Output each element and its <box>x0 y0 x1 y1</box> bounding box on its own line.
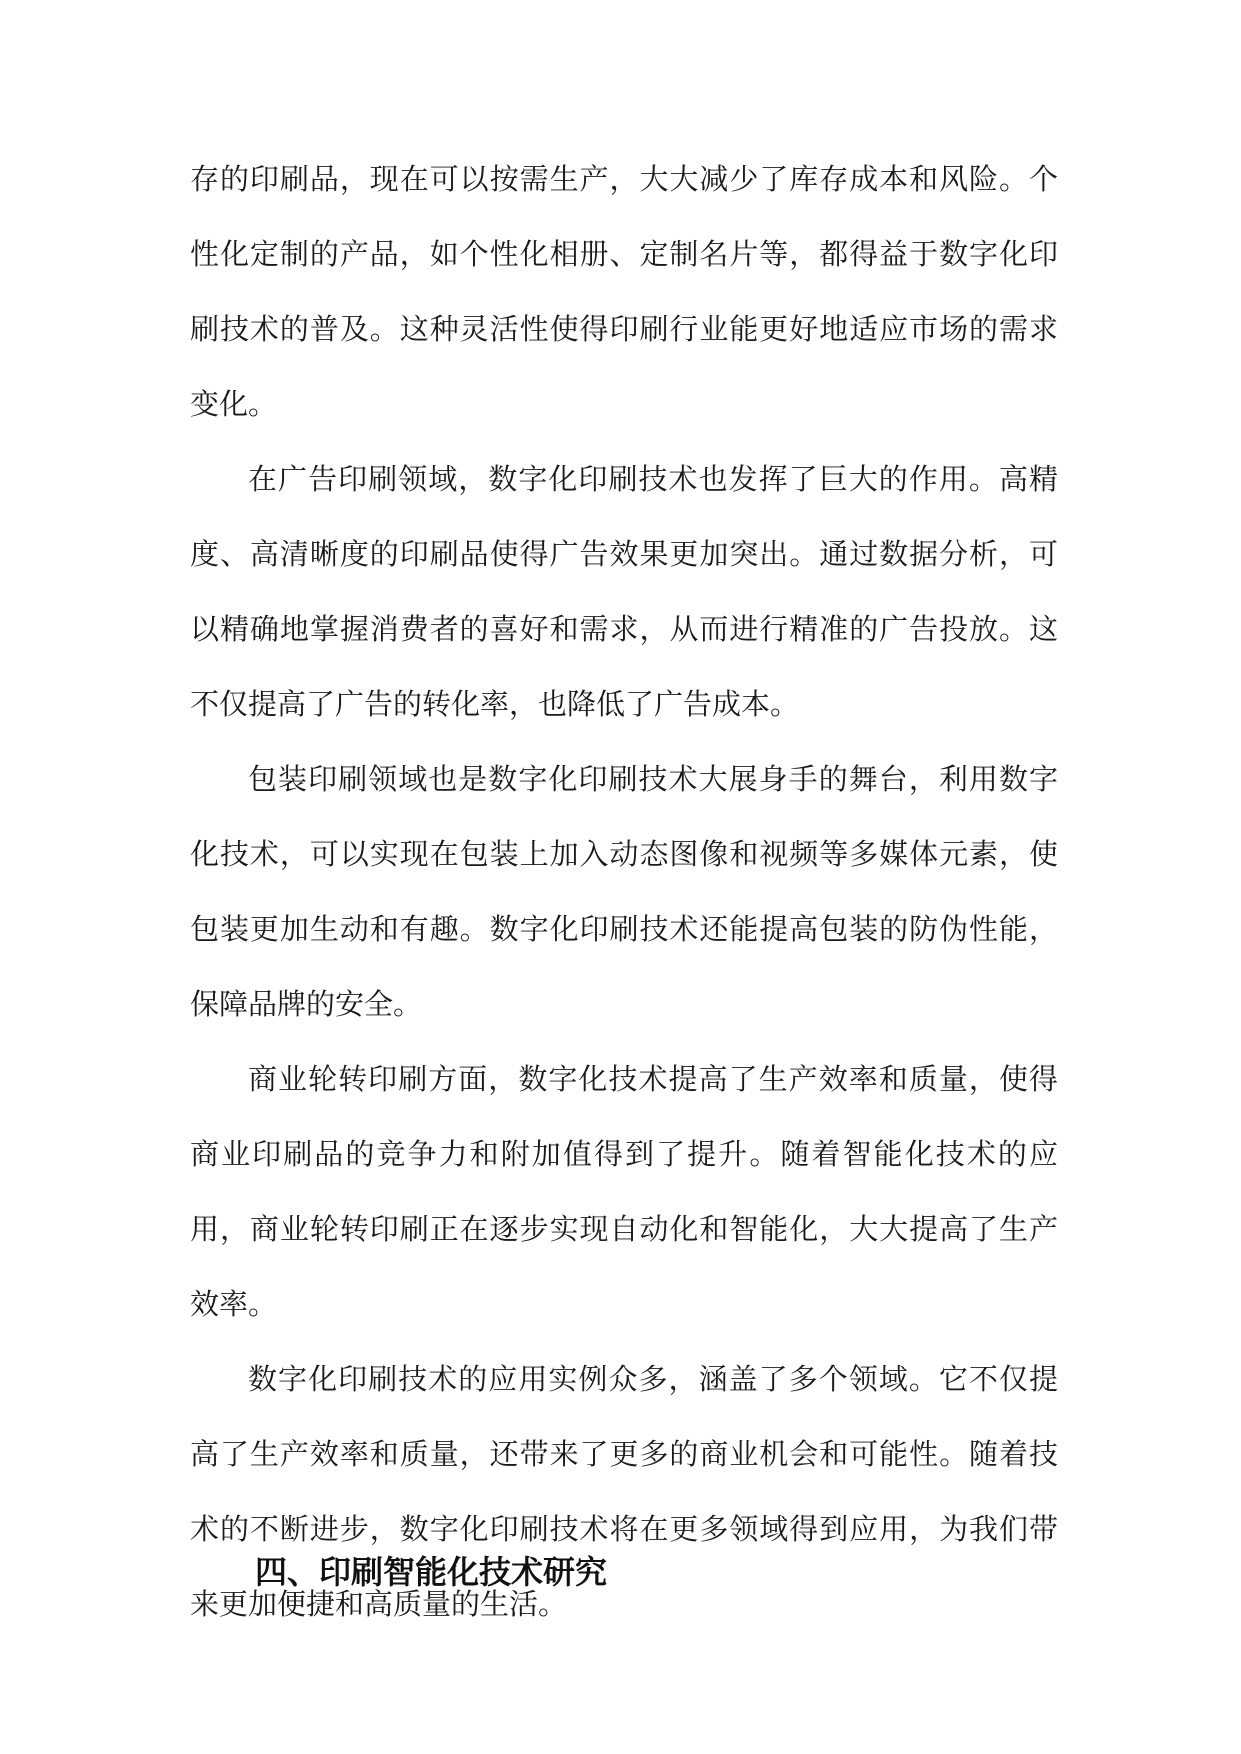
body-text <box>190 142 1058 1642</box>
paragraph-summary: 数字化印刷技术的应用实例众多，涵盖了多个领域。它不仅提高了生产效率和质量，还带来了更多的商业机会和可能性。随着技术的不断进步，数字化印刷技术将在更多领域得到应用，为我们带来更加便捷和高质量的生活。 <box>190 1362 1058 1621</box>
paragraph-commercial-rotary-printing: 商业轮转印刷方面，数字化技术提高了生产效率和质量，使得商业印刷品的竞争力和附加值得到了提升。随着智能化技术的应用，商业轮转印刷正在逐步实现自动化和智能化，大大提高了生产效率。 <box>190 1062 1058 1321</box>
paragraph-advertising-printing: 在广告印刷领域，数字化印刷技术也发挥了巨大的作用。高精度、高清晰度的印刷品使得广告效果更加突出。通过数据分析，可以精确地掌握消费者的喜好和需求，从而进行精准的广告投放。这不仅提高了广告的转化率，也降低了广告成本。 <box>190 462 1058 721</box>
paragraph-packaging-printing: 包装印刷领域也是数字化印刷技术大展身手的舞台，利用数字化技术，可以实现在包装上加入动态图像和视频等多媒体元素，使包装更加生动和有趣。数字化印刷技术还能提高包装的防伪性能，保障品牌的安全。 <box>190 762 1058 1021</box>
paragraph-continuation: 存的印刷品，现在可以按需生产，大大减少了库存成本和风险。个性化定制的产品，如个性化相册、定制名片等，都得益于数字化印刷技术的普及。这种灵活性使得印刷行业能更好地适应市场的需求变化。 <box>190 162 1058 421</box>
section-heading: 四、印刷智能化技术研究 <box>255 1553 608 1591</box>
